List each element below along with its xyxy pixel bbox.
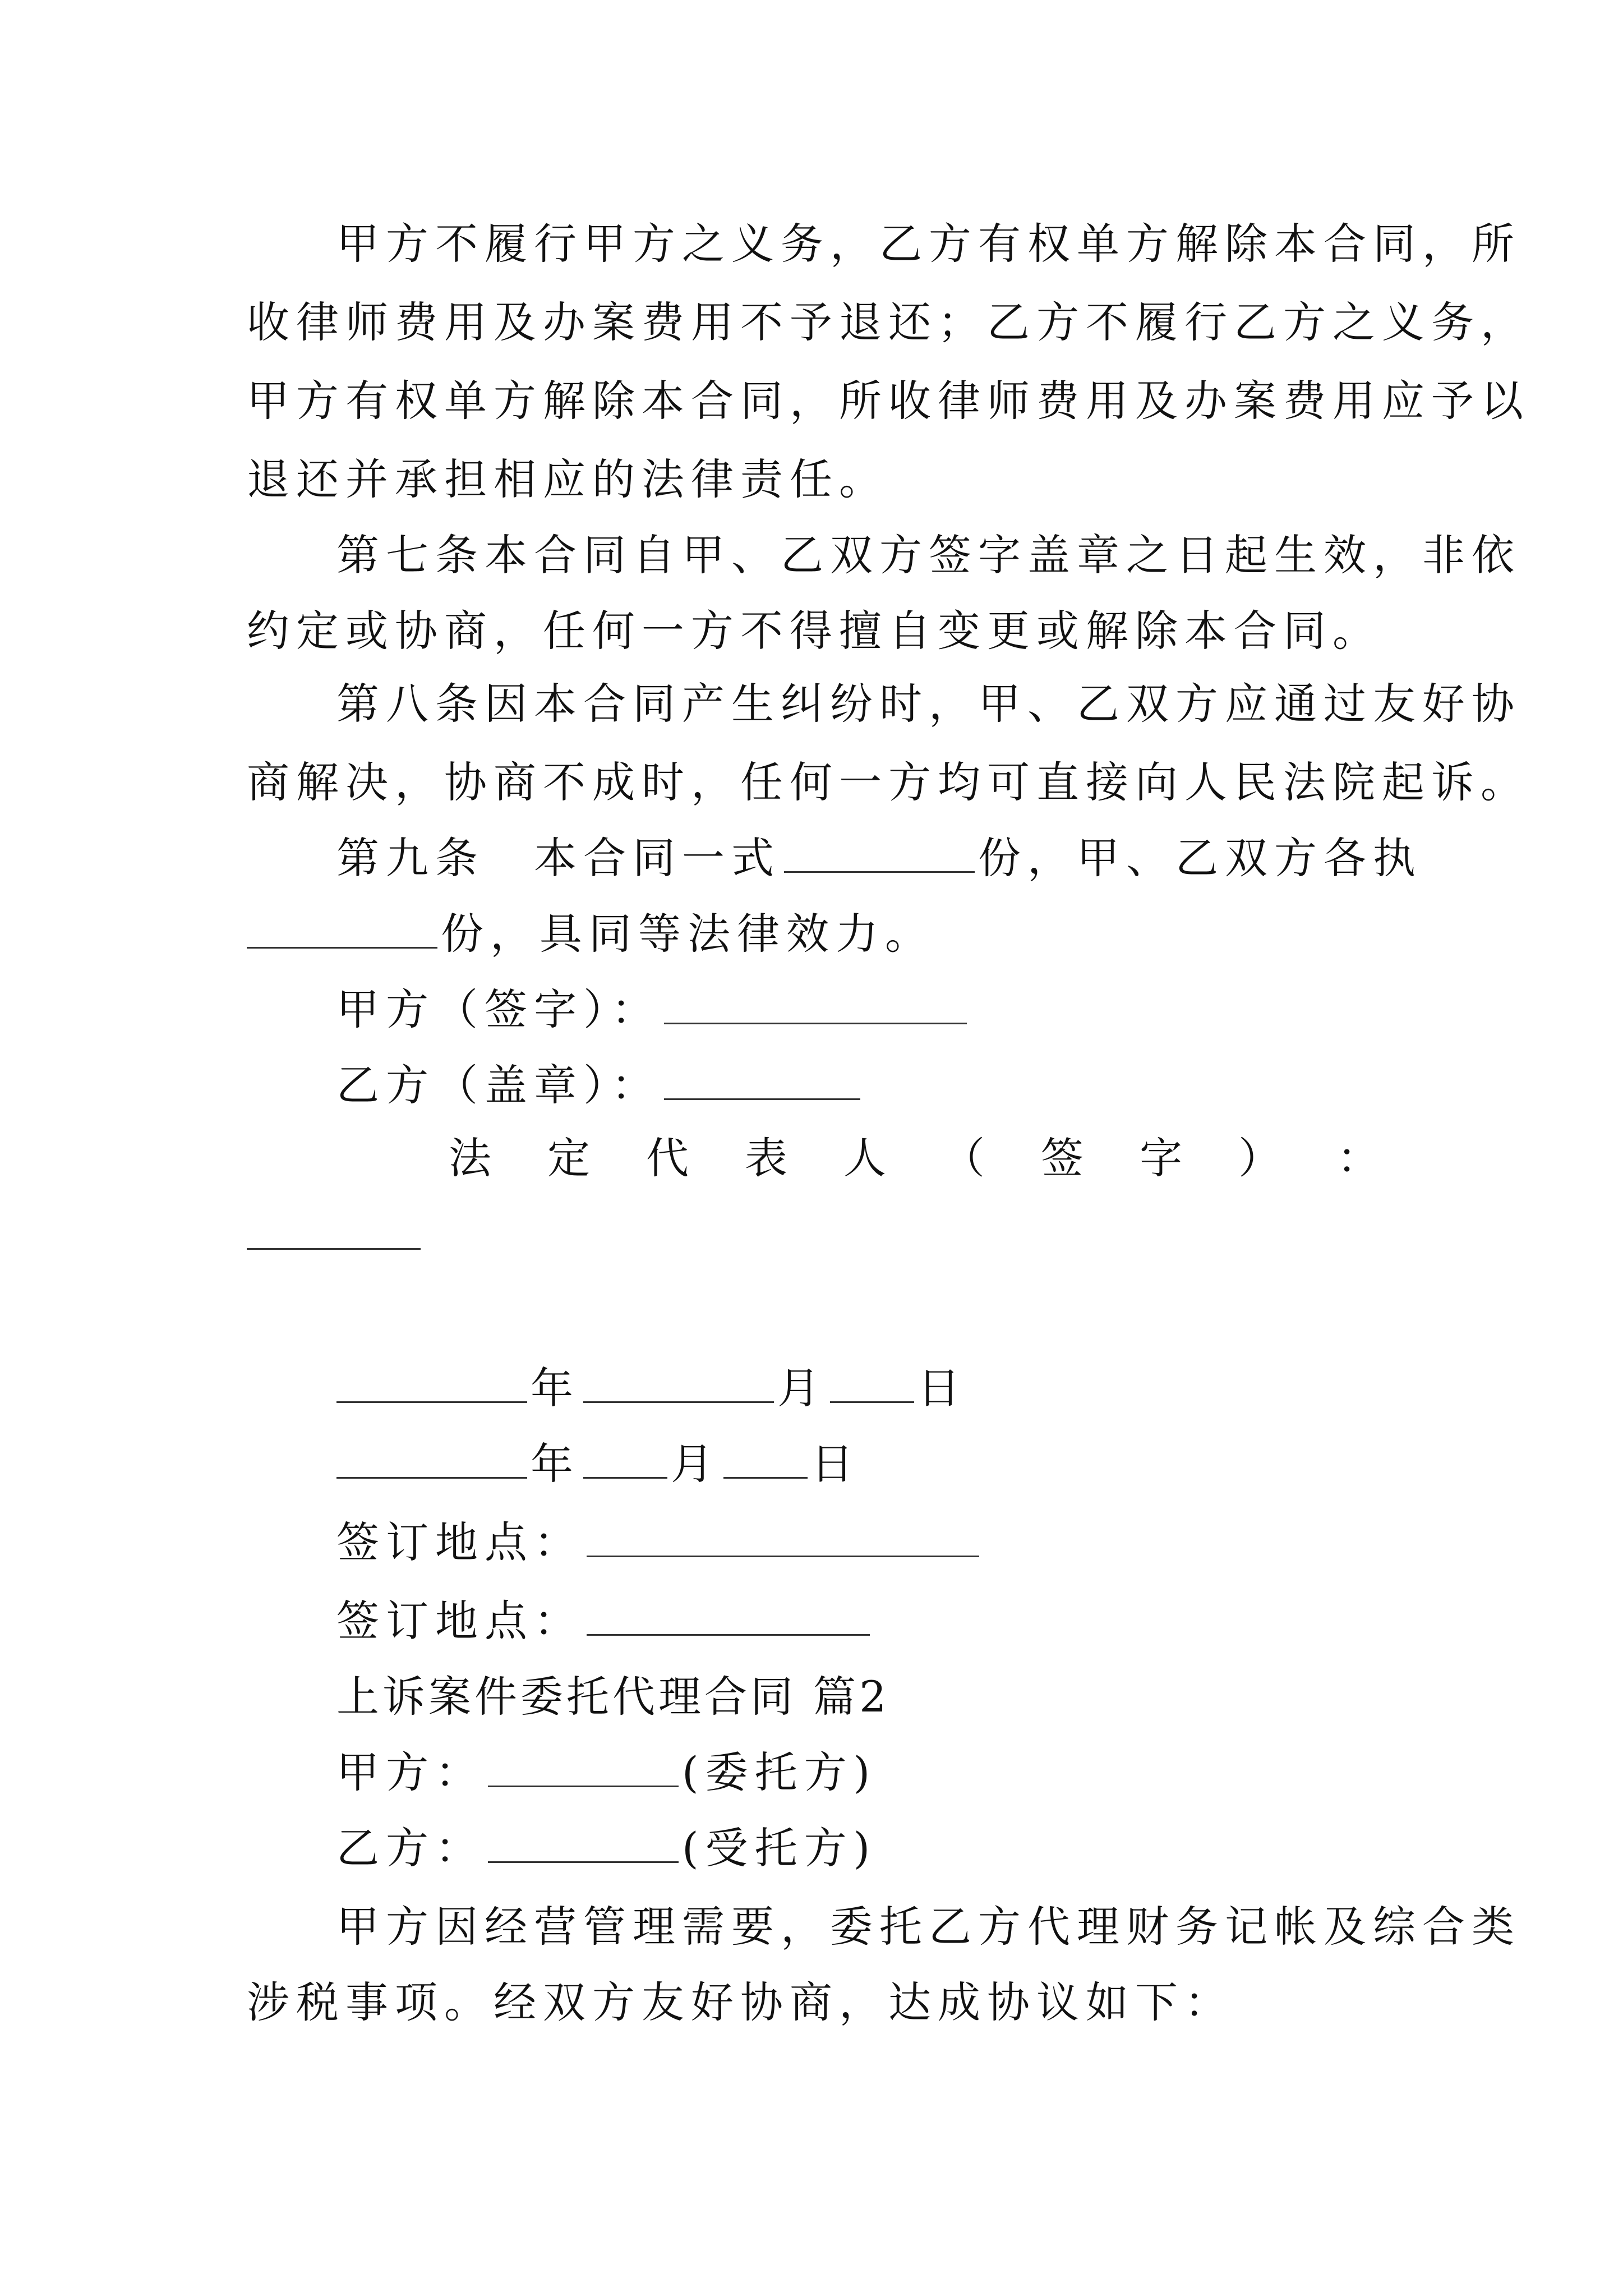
- copies-each-blank[interactable]: [247, 911, 437, 949]
- legal-rep-char: 表: [745, 1133, 787, 1183]
- copies-blank[interactable]: [784, 835, 975, 873]
- legal-rep-char: 字: [1140, 1133, 1182, 1183]
- article-9-suffix: 份，具同等法律效力。: [441, 909, 934, 959]
- paragraph-line: 甲方不履行甲方之义务，乙方有权单方解除本合同，所: [336, 219, 1521, 269]
- article-9-prefix: 第九条 本合同一式: [336, 833, 781, 883]
- legal-rep-char: （: [942, 1133, 985, 1183]
- party-a-blank[interactable]: [488, 1750, 679, 1787]
- year-label: 年: [531, 1439, 580, 1489]
- signing-place-line: [336, 1515, 983, 1571]
- month-label: 月: [671, 1439, 720, 1489]
- article-8-line: 商解决，协商不成时，任何一方均可直接向人民法院起诉。: [247, 757, 1530, 807]
- paragraph-line: 退还并承担相应的法律责任。: [247, 454, 888, 504]
- party-a-sign-blank[interactable]: [664, 987, 967, 1024]
- date-line-b: [336, 1436, 860, 1492]
- party-b-blank[interactable]: [488, 1825, 679, 1863]
- article-7-line: 约定或协商，任何一方不得擅自变更或解除本合同。: [247, 606, 1382, 656]
- contract-2-party-b: [336, 1820, 877, 1876]
- article-9-line: [336, 830, 1422, 886]
- party-a-sign-label: 甲方（签字）：: [336, 984, 661, 1034]
- article-9-mid: 份，甲、乙双方各执: [978, 833, 1422, 883]
- day-label: 日: [811, 1439, 860, 1489]
- party-b-seal-label: 乙方（盖章）：: [336, 1060, 661, 1110]
- contract-2-intro-line: 涉税事项。经双方友好协商，达成协议如下：: [247, 1977, 1234, 2027]
- contract-2-title: 上诉案件委托代理合同 篇2: [336, 1672, 890, 1722]
- day-label: 日: [917, 1363, 967, 1413]
- date-line-a: [336, 1360, 967, 1416]
- month-blank[interactable]: [583, 1365, 774, 1403]
- legal-rep-char: 代: [646, 1133, 689, 1183]
- legal-rep-char: 定: [547, 1133, 590, 1183]
- article-9-line: [247, 906, 934, 962]
- signing-place-label: 签订地点：: [336, 1596, 583, 1646]
- month-label: 月: [777, 1363, 827, 1413]
- legal-rep-sign-blank[interactable]: [247, 1248, 421, 1250]
- year-blank[interactable]: [336, 1441, 527, 1479]
- party-a-label: 甲方：: [336, 1747, 485, 1797]
- day-blank[interactable]: [723, 1441, 808, 1479]
- legal-rep-line: [449, 1130, 1380, 1186]
- paragraph-line: 收律师费用及办案费用不予退还；乙方不履行乙方之义务，: [247, 297, 1530, 347]
- year-label: 年: [531, 1363, 580, 1413]
- year-blank[interactable]: [336, 1365, 527, 1403]
- month-blank[interactable]: [583, 1441, 667, 1479]
- paragraph-line: 甲方有权单方解除本合同，所收律师费用及办案费用应予以: [247, 376, 1530, 426]
- signing-place-label: 签订地点：: [336, 1517, 583, 1567]
- party-a-role: (委托方): [682, 1747, 877, 1797]
- signing-place-line: [336, 1593, 873, 1649]
- signing-place-blank[interactable]: [587, 1598, 870, 1636]
- party-b-role: (受托方): [682, 1823, 877, 1873]
- legal-rep-char: ）: [1238, 1133, 1281, 1183]
- article-7-line: 第七条本合同自甲、乙双方签字盖章之日起生效，非依: [336, 530, 1521, 580]
- party-b-label: 乙方：: [336, 1823, 485, 1873]
- legal-rep-char: 法: [449, 1133, 491, 1183]
- party-b-seal-line: [336, 1057, 864, 1114]
- party-a-sign-line: [336, 982, 970, 1038]
- legal-rep-char: 人: [843, 1133, 886, 1183]
- article-8-line: 第八条因本合同产生纠纷时，甲、乙双方应通过友好协: [336, 679, 1521, 729]
- contract-2-intro-line: 甲方因经营管理需要，委托乙方代理财务记帐及综合类: [336, 1902, 1521, 1952]
- party-b-seal-blank[interactable]: [664, 1062, 860, 1100]
- legal-rep-char: 签: [1041, 1133, 1083, 1183]
- legal-rep-char: ：: [1337, 1133, 1380, 1183]
- day-blank[interactable]: [830, 1365, 914, 1403]
- signing-place-blank[interactable]: [587, 1520, 979, 1557]
- contract-2-party-a: [336, 1745, 877, 1801]
